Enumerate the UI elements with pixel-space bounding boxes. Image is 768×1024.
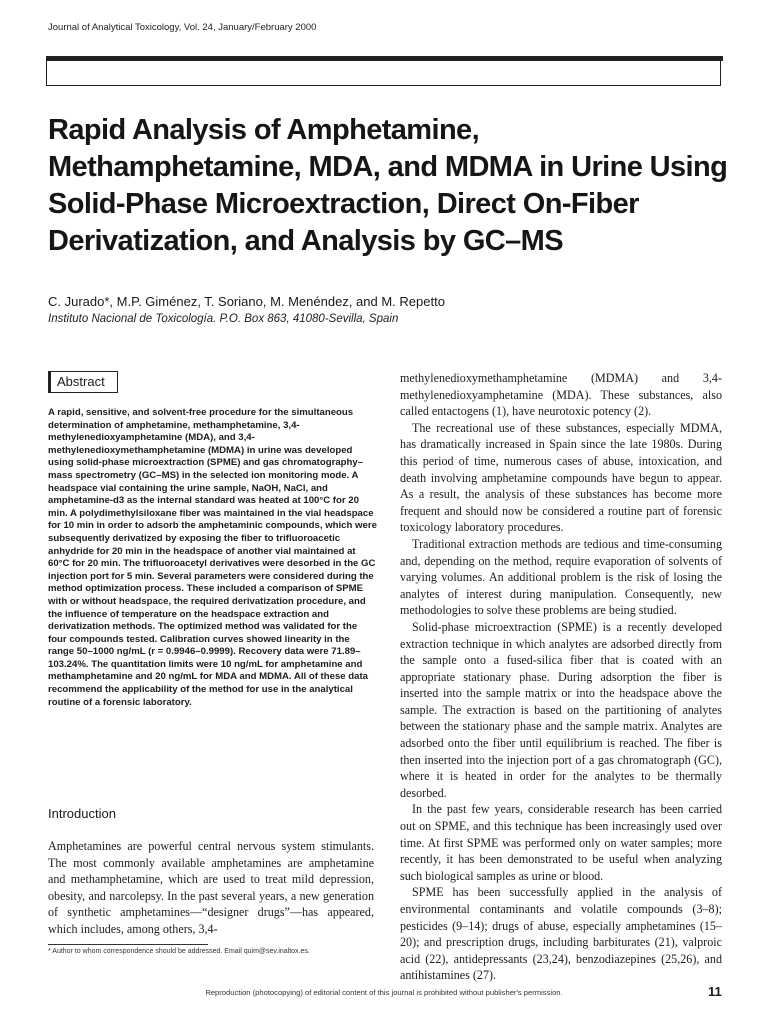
introduction-heading: Introduction xyxy=(48,806,116,821)
body-paragraph: methylenedioxymethamphetamine (MDMA) and 3,4-methylenedioxyamphetamine (MDA). These substances, also called entactogens (1), have neurotoxic potency (2). xyxy=(400,371,722,419)
body-paragraph: In the past few years, considerable research has been carried out on SPME, and this technique has been increasingly used over time. At first SPME was performed only on water samples; more recently, it has been demonstrated to be useful when analyzing such biological samples as urine or blood. xyxy=(400,802,722,883)
page-number: 11 xyxy=(708,984,722,999)
header-box xyxy=(46,60,721,86)
journal-citation: Journal of Analytical Toxicology, Vol. 24, January/February 2000 xyxy=(48,22,317,33)
author-affiliation: Instituto Nacional de Toxicología. P.O. Box 863, 41080-Sevilla, Spain xyxy=(48,313,399,325)
author-list: C. Jurado*, M.P. Giménez, T. Soriano, M. Menéndez, and M. Repetto xyxy=(48,294,445,309)
right-column xyxy=(400,370,722,984)
body-paragraph: Solid-phase microextraction (SPME) is a recently developed extraction technique in which analytes are adsorbed directly from the sample onto a fused-silica fiber that is coated with an appropriate stationary phase. During adsorption the fiber is inserted into the sample matrix or into the headspace above the sample. The extraction is based on the partitioning of analytes between the stationary phase and the sample matrix. Analytes are adsorbed onto the fiber until equilibrium is reached. The fiber is then inserted into the injection port of a gas chromatograph (GC), where it is heated in order for the analytes to be thermally desorbed. xyxy=(400,619,722,800)
abstract-text: A rapid, sensitive, and solvent-free procedure for the simultaneous determination of amphetamine, methamphetamine, 3,4-methylenedioxyamphetamine (MDA), and 3,4-methylenedioxymethamphetamine (MDMA) in urine was developed using solid-phase microextraction (SPME) and gas chromatography–mass spectrometry (GC–MS) in the selected ion monitoring mode. A headspace vial containing the urine sample, NaOH, NaCl, and amphetamine-d3 as the internal standard was heated at 100°C for 20 min. A polydimethylsiloxane fiber was maintained in the vial headspace for 10 min in order to adsorb the amphetaminic compounds, which were subsequently derivatized by exposing the fiber to trifluoroacetic anhydride for 20 min in the headspace of another vial maintained at 60°C for 20 min. The trifluoroacetyl derivatives were desorbed in the GC injection port for 5 min. Several parameters were considered during the method optimization process. These included a comparison of SPME with or without headspace, the required derivatization procedure, and the influence of temperature on the headspace extraction and derivatization methods. The optimized method was validated for the four compounds tested. Calibration curves showed linearity in the range 50–1000 ng/mL (r = 0.9946–0.9999). Recovery data were 71.89–103.24%. The quantitation limits were 10 ng/mL for amphetamine and methamphetamine and 20 ng/mL for MDA and MDMA. All of these data recommend the applicability of the method for use in the analytical routine of a forensic laboratory. xyxy=(48,407,377,708)
abstract-heading: Abstract xyxy=(48,371,118,393)
copyright-notice: Reproduction (photocopying) of editorial content of this journal is prohibited without publisher's permission. xyxy=(205,988,563,997)
body-paragraph: SPME has been successfully applied in the analysis of environmental contaminants and volatile compounds (3–8); pesticides (9–14); drugs of abuse, especially amphetamines (15–20); and prescription drugs, including barbiturates (21), valproic acid (22), antidepressants (23,24), benzodiazepines (25,26), and antihistamines (27). xyxy=(400,885,722,983)
introduction-paragraph: Amphetamines are powerful central nervous system stimulants. The most commonly available amphetamines are amphetamine and methamphetamine, which are used to treat mild depression, obesity, and narcolepsy. In the past several years, a new generation of synthetic amphetamines—“designer drugs”—has appeared, which includes, among others, 3,4- xyxy=(48,839,374,936)
article-title: Rapid Analysis of Amphetamine, Methamphetamine, MDA, and MDMA in Urine Using Solid-Phase Microextraction, Direct On-Fiber Derivatization, and Analysis by GC–MS xyxy=(48,114,728,257)
body-paragraph: The recreational use of these substances, especially MDMA, has dramatically increased in Spain since the late 1980s. During this period of time, numerous cases of abuse, intoxication, and death involving amphetamine compounds have begun to appear. As a result, the analysis of these substances has become more frequent and should now be considered a routine part of forensic toxicology laboratory procedures. xyxy=(400,420,722,535)
footnote-divider xyxy=(48,944,208,945)
body-paragraph: Traditional extraction methods are tedious and time-consuming and, depending on the method, require evaporation of solvents of varying volumes. An additional problem is the risk of losing the analytes of interest during manipulation. Consequently, new methodologies to solve these problems are being studied. xyxy=(400,536,722,618)
corresponding-author-footnote: * Author to whom correspondence should be addressed. Email quim@sev.inaltox.es. xyxy=(48,948,310,955)
